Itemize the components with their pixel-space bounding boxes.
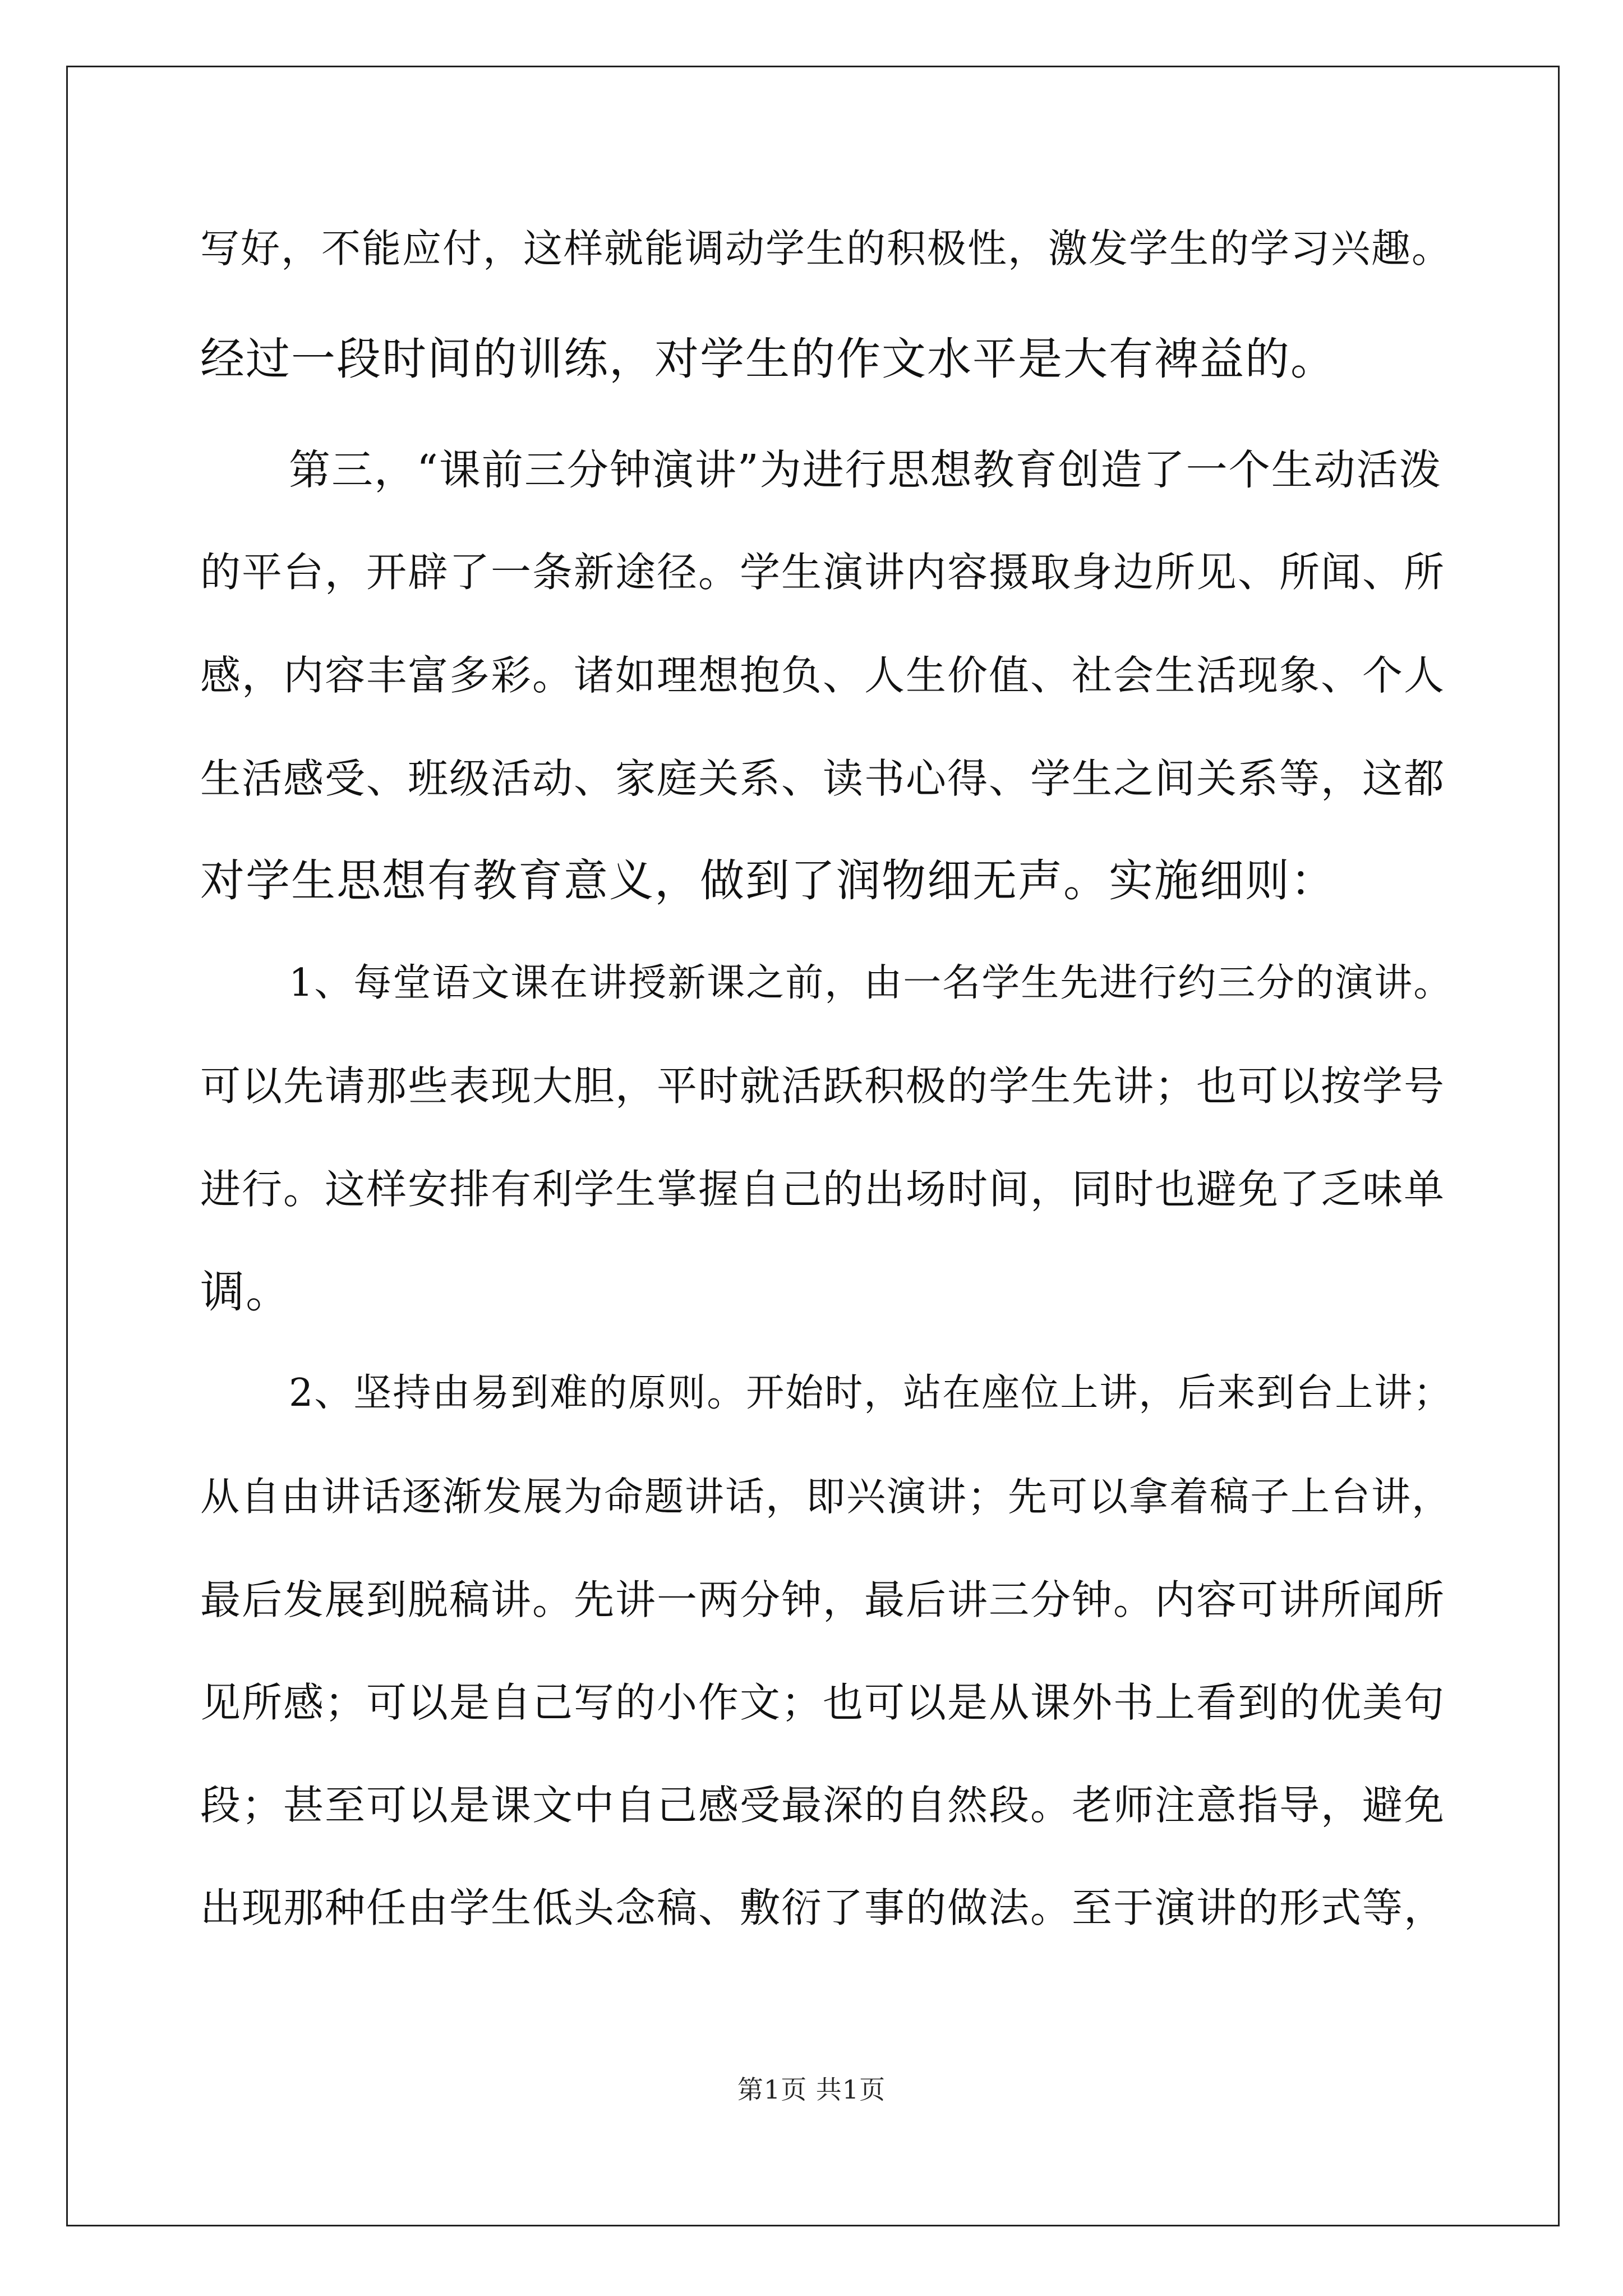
text-line: 段；甚至可以是课文中自己感受最深的自然段。老师注意指导，避免	[200, 1782, 1446, 1829]
page-number-footer: 第1页 共1页	[737, 2074, 886, 2105]
text-line: 进行。这样安排有利学生掌握自己的出场时间，同时也避免了乏味单	[200, 1166, 1446, 1213]
text-line: 第三，“课前三分钟演讲”为进行思想教育创造了一个生动活泼	[289, 446, 1442, 494]
text-line: 见所感；可以是自己写的小作文；也可以是从课外书上看到的优美句	[200, 1679, 1446, 1726]
text-line: 调。	[200, 1266, 291, 1318]
text-line: 最后发展到脱稿讲。先讲一两分钟，最后讲三分钟。内容可讲所闻所	[200, 1576, 1446, 1623]
text-line: 可以先请那些表现大胆，平时就活跃积极的学生先讲；也可以按学号	[200, 1062, 1446, 1110]
text-line: 生活感受、班级活动、家庭关系、读书心得、学生之间关系等，这都	[200, 755, 1446, 802]
text-line: 的平台，开辟了一条新途径。学生演讲内容摄取身边所见、所闻、所	[200, 549, 1446, 596]
text-line: 1、每堂语文课在讲授新课之前，由一名学生先进行约三分的演讲。	[289, 961, 1453, 1005]
text-line: 经过一段时间的训练，对学生的作文水平是大有裨益的。	[200, 333, 1336, 385]
text-line: 对学生思想有教育意义，做到了润物细无声。实施细则：	[200, 855, 1336, 907]
text-line: 感，内容丰富多彩。诸如理想抱负、人生价值、社会生活现象、个人	[200, 652, 1446, 699]
text-line: 从自由讲话逐渐发展为命题讲话，即兴演讲；先可以拿着稿子上台讲，	[200, 1474, 1452, 1520]
text-line: 写好，不能应付，这样就能调动学生的积极性，激发学生的学习兴趣。	[200, 226, 1452, 272]
text-line: 出现那种任由学生低头念稿、敷衍了事的做法。至于演讲的形式等，	[200, 1884, 1446, 1931]
text-line: 2、坚持由易到难的原则。开始时，站在座位上讲，后来到台上讲；	[289, 1371, 1453, 1415]
